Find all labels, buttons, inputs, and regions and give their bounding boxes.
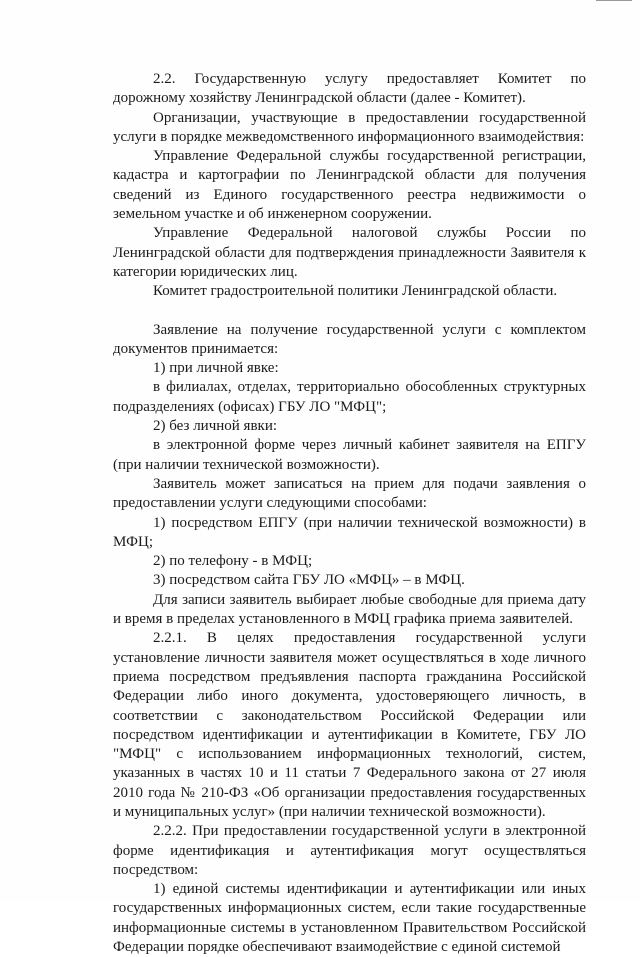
paragraph: Управление Федеральной службы государственной регистрации, кадастра и картографии по Ленинградской области для получения сведений из Единого государственного реестра недвижимости о земельном участке и об инженерном сооружении. <box>113 148 586 223</box>
paragraph: Для записи заявитель выбирает любые свободные для приема дату и время в пределах установленного в МФЦ графика приема заявителей. <box>113 591 586 628</box>
paragraph: в филиалах, отделах, территориально обособленных структурных подразделениях (офисах) ГБУ ЛО "МФЦ"; <box>113 379 586 415</box>
paragraph: 2.2.1. В целях предоставления государственной услуги установление личности заявителя может осуществляться в ходе личного приема посредством предъявления паспорта гражданина Российской Федерации либо иного документа, удостоверяющего личность, в соответствии с законодательством Российской Федерации или посредством идентификации и аутентификации в Комитете, ГБУ ЛО "МФЦ" с использованием информационных технологий, систем, указанных в частях 10 и 11 статьи 7 Федерального закона от 27 июля 2010 года № 210-ФЗ «Об организации предоставления государственных и муниципальных услуг» (при наличии технической возможности). <box>113 630 586 820</box>
paragraph: Организации, участвующие в предоставлении государственной услуги в порядке межведомственного информационного взаимодействия: <box>113 109 586 145</box>
paragraph: 2.2. Государственную услугу предоставляет Комитет по дорожному хозяйству Ленинградской области (далее - Комитет). <box>113 71 586 107</box>
paragraph: Заявление на получение государственной услуги с комплектом документов принимается: <box>113 321 586 357</box>
paragraph: 1) при личной явке: <box>153 360 279 377</box>
scan-edge-mark <box>596 0 632 9</box>
paragraph: Комитет градостроительной политики Ленинградской области. <box>153 283 558 300</box>
paragraph: 1) единой системы идентификации и аутентификации или иных государственных информационных систем, если такие государственные информационные системы в установленном Правительством Российской Федерации порядке обеспечивают взаимодействие с единой системой <box>113 881 586 956</box>
paragraph: 2) без личной явки: <box>153 418 278 435</box>
paragraph: 2.2.2. При предоставлении государственной услуги в электронной форме идентификация и аутентификация могут осуществляться посредством: <box>113 823 586 878</box>
document-body <box>113 70 586 957</box>
paragraph: 2) по телефону - в МФЦ; <box>153 553 313 570</box>
paragraph: 1) посредством ЕПГУ (при наличии технической возможности) в МФЦ; <box>113 514 586 550</box>
paragraph: в электронной форме через личный кабинет заявителя на ЕПГУ (при наличии технической возможности). <box>113 437 586 473</box>
paragraph: Заявитель может записаться на прием для подачи заявления о предоставлении услуги следующими способами: <box>113 475 586 512</box>
paragraph: 3) посредством сайта ГБУ ЛО «МФЦ» – в МФЦ. <box>153 572 465 589</box>
paragraph: Управление Федеральной налоговой службы России по Ленинградской области для подтверждения принадлежности Заявителя к категории юридических лиц. <box>113 225 586 280</box>
